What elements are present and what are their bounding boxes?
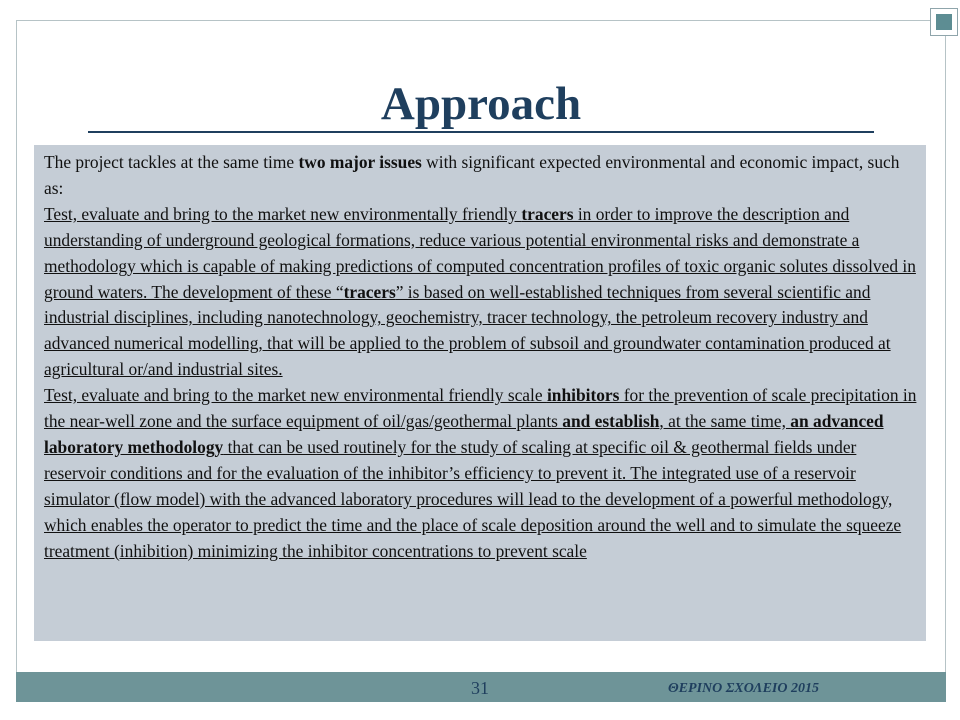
intro-paragraph	[44, 150, 918, 202]
slide-title: Approach	[380, 78, 582, 130]
intro-text: The project tackles at the same time	[44, 152, 299, 172]
intro-emphasis: two major issues	[298, 152, 422, 172]
tracers-text-2: in order to improve the description and understanding of underground geological formations, reduce various potential environmental risks and demonstrate a methodology which is capable of making predictions of computed concentration profiles of toxic organic solutes dissolved in ground waters. The development of these “	[44, 203, 916, 302]
inhibitors-emphasis-2: and establish	[562, 411, 660, 432]
tracers-text-3: ” is based on well-established techniques from several scientific and industrial disciplines, including nanotechnology, geochemistry, tracer technology, the petroleum recovery industry and advanced numerical modelling, that will be applied to the problem of subsoil and groundwater contamination produced at agricultural or/and industrial sites.	[44, 281, 891, 380]
inhibitors-text-3: , at the same time,	[659, 411, 791, 432]
tracers-emphasis-2: tracers	[343, 281, 396, 302]
intro-text-end: with significant expected environmental and economic impact, such as:	[44, 152, 900, 198]
footer-label: ΘΕΡΙΝΟ ΣΧΟΛΕΙΟ 2015	[668, 681, 819, 696]
corner-decoration-square	[936, 14, 952, 30]
inhibitors-text-1: Test, evaluate and bring to the market new environmental friendly scale	[44, 385, 547, 406]
tracers-text-1: Test, evaluate and bring to the market new environmentally friendly	[44, 203, 522, 224]
tracers-paragraph	[44, 202, 918, 383]
slide-frame-left	[16, 20, 17, 700]
inhibitors-text-4: that can be used routinely for the study of scaling at specific oil & geothermal fields under reservoir conditions and for the evaluation of the inhibitor’s efficiency to prevent it. The integrated use of a reservoir simulator (flow model) with the advanced laboratory procedures will lead to the development of a powerful methodology, which enables the operator to predict the time and the place of scale deposition around the well and to simulate the squeeze treatment (inhibition) minimizing the inhibitor concentrations to prevent scale	[44, 436, 902, 561]
inhibitors-emphasis-1: inhibitors	[546, 385, 620, 406]
slide-frame-top	[16, 20, 946, 21]
title-underline	[88, 131, 874, 133]
tracers-emphasis-1: tracers	[521, 203, 574, 224]
slide-frame-right	[945, 20, 946, 672]
content-box	[34, 145, 926, 641]
inhibitors-paragraph	[44, 383, 918, 564]
inhibitors-emphasis-3: an advanced laboratory methodology	[44, 411, 884, 457]
inhibitors-text-2: for the prevention of scale precipitation in the near-well zone and the surface equipment of oil/gas/geothermal plants	[44, 385, 917, 432]
page-number: 31	[471, 678, 489, 698]
